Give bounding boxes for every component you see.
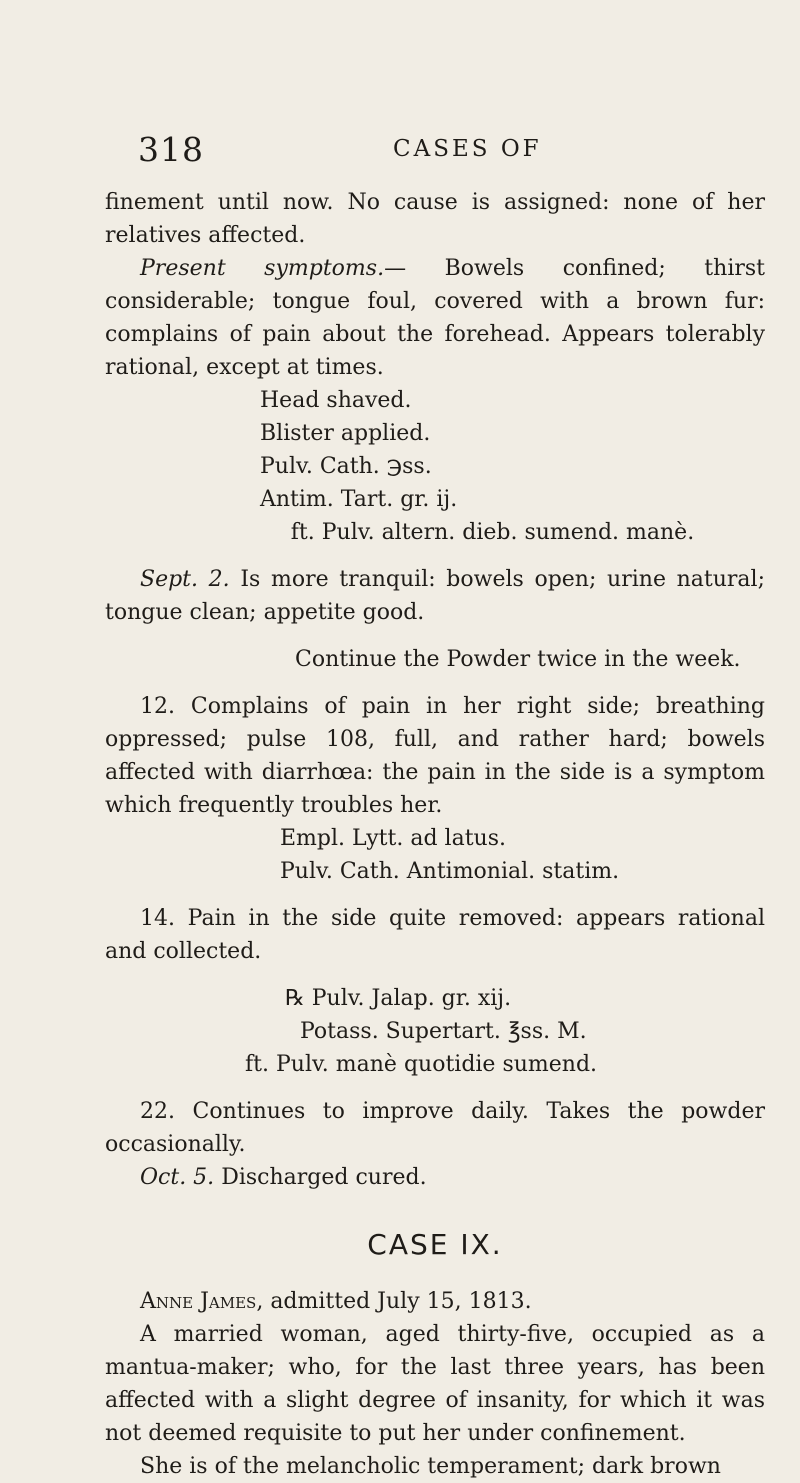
prescription: [105, 384, 765, 549]
prescription-line: Blister applied.: [260, 421, 431, 446]
paragraph: finement until now. No cause is assigned: none of her relatives affected.: [105, 190, 765, 248]
prescription-line: Pulv. Cath. Antimonial. statim.: [280, 859, 620, 884]
case-title: CASE IX.: [367, 1228, 503, 1261]
paragraph-text: Is more tranquil: bowels open; urine natural; tongue clean; appetite good.: [105, 567, 765, 625]
paragraph: [105, 563, 765, 629]
date-label: Sept. 2.: [140, 567, 230, 592]
paragraph-text: admitted July 15, 1813.: [270, 1289, 532, 1314]
page-header: [138, 130, 710, 170]
running-title: CASES OF: [393, 136, 542, 162]
prescription-line: ft. Pulv. altern. dieb. sumend. manè.: [290, 520, 695, 545]
paragraph: She is of the melancholic temperament; dark brown: [140, 1454, 721, 1479]
prescription: [105, 982, 765, 1081]
paragraph: [105, 1285, 765, 1318]
prescription-line: ft. Pulv. manè quotidie sumend.: [245, 1052, 598, 1077]
prescription-line: Antim. Tart. gr. ij.: [260, 487, 458, 512]
page-body: [105, 186, 765, 1483]
date-label: Oct. 5.: [140, 1165, 215, 1190]
paragraph: 12. Complains of pain in her right side; breathing oppressed; pulse 108, full, and rather hard; bowels affected with diarrhœa: the pain in the side is a symptom which frequently troubles her.: [105, 694, 765, 818]
prescription-line: Potass. Supertart. ℥ss. M.: [300, 1019, 587, 1044]
paragraph: Continue the Powder twice in the week.: [295, 647, 741, 672]
paragraph: A married woman, aged thirty-five, occupied as a mantua-maker; who, for the last three years, has been affected with a slight degree of insanity, for which it was not deemed requisite to put her under confinement.: [105, 1322, 765, 1446]
section-label: Present symptoms.: [140, 256, 385, 281]
paragraph: [105, 1161, 765, 1194]
page-number: 318: [138, 130, 204, 169]
paragraph-text: — Bowels confined; thirst considerable; tongue foul, covered with a brown fur: complains of pain about the forehead. Appears tolerably rational, except at times.: [105, 256, 766, 380]
paragraph: [105, 252, 765, 384]
prescription-line: Head shaved.: [260, 388, 412, 413]
paragraph: 22. Continues to improve daily. Takes the powder occasionally.: [105, 1099, 765, 1157]
prescription-line: Empl. Lytt. ad latus.: [280, 826, 506, 851]
patient-name: Anne James,: [140, 1289, 264, 1314]
paragraph-text: Discharged cured.: [221, 1165, 427, 1190]
prescription-line: ℞ Pulv. Jalap. gr. xij.: [285, 986, 512, 1011]
paragraph: 14. Pain in the side quite removed: appears rational and collected.: [105, 906, 765, 964]
prescription: [105, 822, 765, 888]
prescription-line: Pulv. Cath. ℈ss.: [260, 454, 432, 479]
